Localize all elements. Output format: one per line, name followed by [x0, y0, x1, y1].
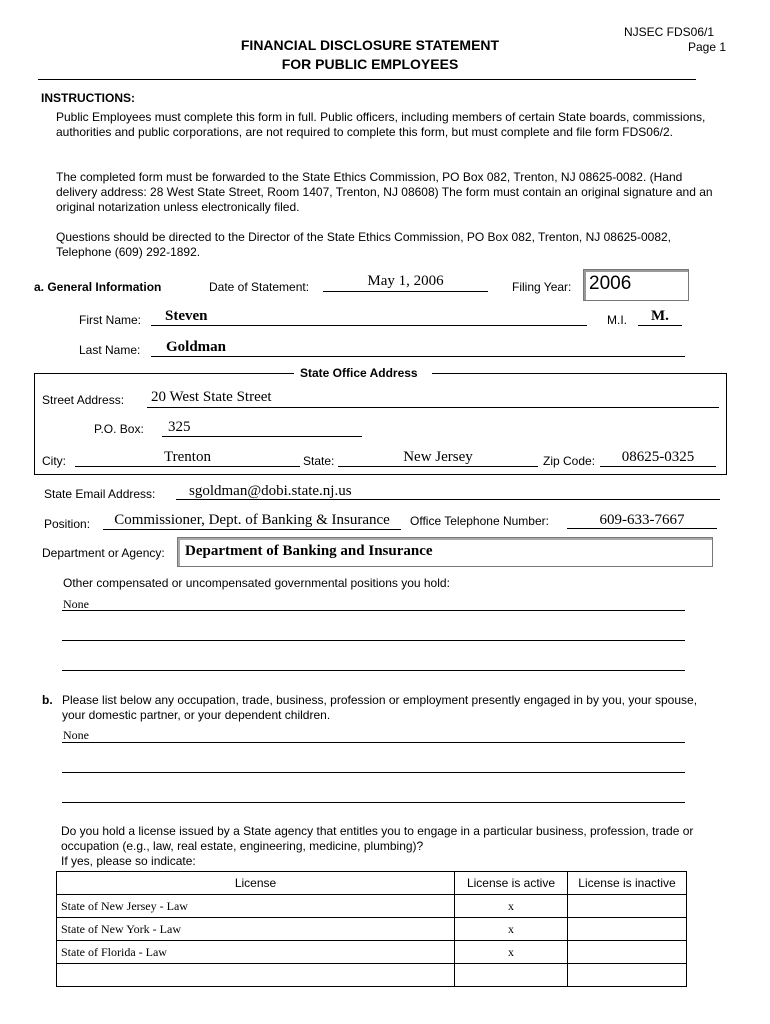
section-b-line-3 — [62, 802, 685, 803]
license-question: Do you hold a license issued by a State agency that entitles you to engage in a particular business, profession, trade or occupation (e.g., law, real estate, engineering, medicine, plumbing)? — [61, 824, 694, 853]
section-b-line-1 — [62, 742, 685, 743]
form-title-line2: FOR PUBLIC EMPLOYEES — [281, 56, 459, 72]
license-inactive-column-header: License is inactive — [568, 872, 687, 895]
form-id: NJSEC FDS06/1 — [624, 25, 715, 39]
license-inactive-cell[interactable] — [568, 895, 687, 918]
first-name-field[interactable]: Steven — [165, 308, 208, 324]
city-field[interactable]: Trenton — [164, 449, 211, 465]
department-label: Department or Agency: — [42, 546, 165, 560]
po-box-field[interactable]: 325 — [168, 419, 191, 435]
email-field[interactable]: sgoldman@dobi.state.nj.us — [189, 483, 352, 499]
date-line — [323, 291, 488, 292]
license-active-cell[interactable]: x — [455, 941, 568, 964]
first-name-label: First Name: — [79, 313, 142, 327]
city-label: City: — [42, 454, 66, 468]
page-number: Page 1 — [688, 40, 727, 54]
general-info-label: a. General Information — [34, 280, 162, 294]
other-positions-line-1 — [62, 610, 685, 611]
state-line — [338, 466, 538, 467]
header-rule — [38, 79, 696, 80]
license-name-cell[interactable]: State of New York - Law — [57, 918, 455, 941]
other-positions-question: Other compensated or uncompensated governmental positions you hold: — [63, 576, 450, 590]
po-box-line — [162, 436, 362, 437]
license-name-cell[interactable] — [57, 964, 455, 987]
street-line — [147, 407, 719, 408]
mi-line — [638, 325, 682, 326]
other-positions-answer[interactable]: None — [63, 597, 89, 611]
license-table — [56, 871, 687, 987]
zip-line — [600, 466, 716, 467]
last-name-line — [151, 356, 685, 357]
license-question-2: If yes, please so indicate: — [61, 854, 196, 868]
date-field[interactable]: May 1, 2006 — [367, 273, 444, 289]
table-row — [57, 964, 687, 987]
license-name-cell[interactable]: State of Florida - Law — [57, 941, 455, 964]
date-label: Date of Statement: — [209, 280, 310, 294]
license-active-cell[interactable]: x — [455, 895, 568, 918]
form-title-line1: FINANCIAL DISCLOSURE STATEMENT — [240, 37, 500, 53]
license-active-cell[interactable] — [455, 964, 568, 987]
license-inactive-cell[interactable] — [568, 941, 687, 964]
position-field[interactable]: Commissioner, Dept. of Banking & Insurance — [114, 512, 390, 528]
license-column-header: License — [57, 872, 455, 895]
last-name-label: Last Name: — [79, 343, 141, 357]
zip-field[interactable]: 08625-0325 — [621, 449, 695, 465]
license-name-cell[interactable]: State of New Jersey - Law — [57, 895, 455, 918]
phone-label: Office Telephone Number: — [410, 514, 549, 528]
state-office-address-heading: State Office Address — [300, 366, 418, 380]
table-row — [57, 895, 687, 918]
po-box-label: P.O. Box: — [94, 422, 144, 436]
license-inactive-cell[interactable] — [568, 918, 687, 941]
filing-year-box[interactable] — [583, 269, 689, 301]
address-box-top-left — [34, 373, 294, 374]
position-line — [103, 529, 401, 530]
section-b-line-2 — [62, 772, 685, 773]
filing-year-label: Filing Year: — [512, 280, 572, 294]
other-positions-line-2 — [62, 640, 685, 641]
other-positions-line-3 — [62, 670, 685, 671]
filing-year-value: 2006 — [589, 273, 632, 294]
instructions-paragraph-1: Public Employees must complete this form in full. Public officers, including members of certain State boards, commissions, authorities and public corporations, are not required to complete this form, but must complete and file form FDS06/2. — [56, 110, 706, 139]
department-field[interactable] — [177, 537, 713, 567]
mi-label: M.I. — [607, 313, 627, 327]
instructions-paragraph-2: The completed form must be forwarded to the State Ethics Commission, PO Box 082, Trenton, NJ 08625-0082. (Hand delivery address: 28 West State Street, Room 1407, Trenton, NJ 08608) The form must contain an original signature and an original notarization unless electronically filed. — [56, 170, 713, 214]
section-b-answer[interactable]: None — [63, 728, 89, 742]
section-b-label: b. — [42, 693, 53, 707]
state-field[interactable]: New Jersey — [403, 449, 473, 465]
section-b-question: Please list below any occupation, trade, business, profession or employment presently engaged in by you, your spouse, your domestic partner, or your dependent children. — [62, 693, 698, 722]
department-value: Department of Banking and Insurance — [185, 543, 433, 559]
zip-label: Zip Code: — [543, 454, 596, 468]
license-inactive-cell[interactable] — [568, 964, 687, 987]
mi-field[interactable]: M. — [651, 308, 669, 324]
instructions-paragraph-3: Questions should be directed to the Director of the State Ethics Commission, PO Box 082, Trenton, NJ 08625-0082, Telephone (609) 292-1892. — [56, 230, 671, 259]
license-active-cell[interactable]: x — [455, 918, 568, 941]
street-field[interactable]: 20 West State Street — [151, 389, 272, 405]
email-label: State Email Address: — [44, 487, 156, 501]
instructions-heading: INSTRUCTIONS: — [41, 91, 135, 105]
state-label: State: — [303, 454, 335, 468]
phone-field[interactable]: 609-633-7667 — [599, 512, 685, 528]
table-row — [57, 941, 687, 964]
table-row — [57, 918, 687, 941]
license-table-header — [57, 872, 687, 895]
license-active-column-header: License is active — [455, 872, 568, 895]
first-name-line — [151, 325, 587, 326]
city-line — [75, 466, 300, 467]
address-box-top-right — [432, 373, 726, 374]
street-label: Street Address: — [42, 393, 125, 407]
last-name-field[interactable]: Goldman — [166, 339, 227, 355]
position-label: Position: — [44, 517, 91, 531]
